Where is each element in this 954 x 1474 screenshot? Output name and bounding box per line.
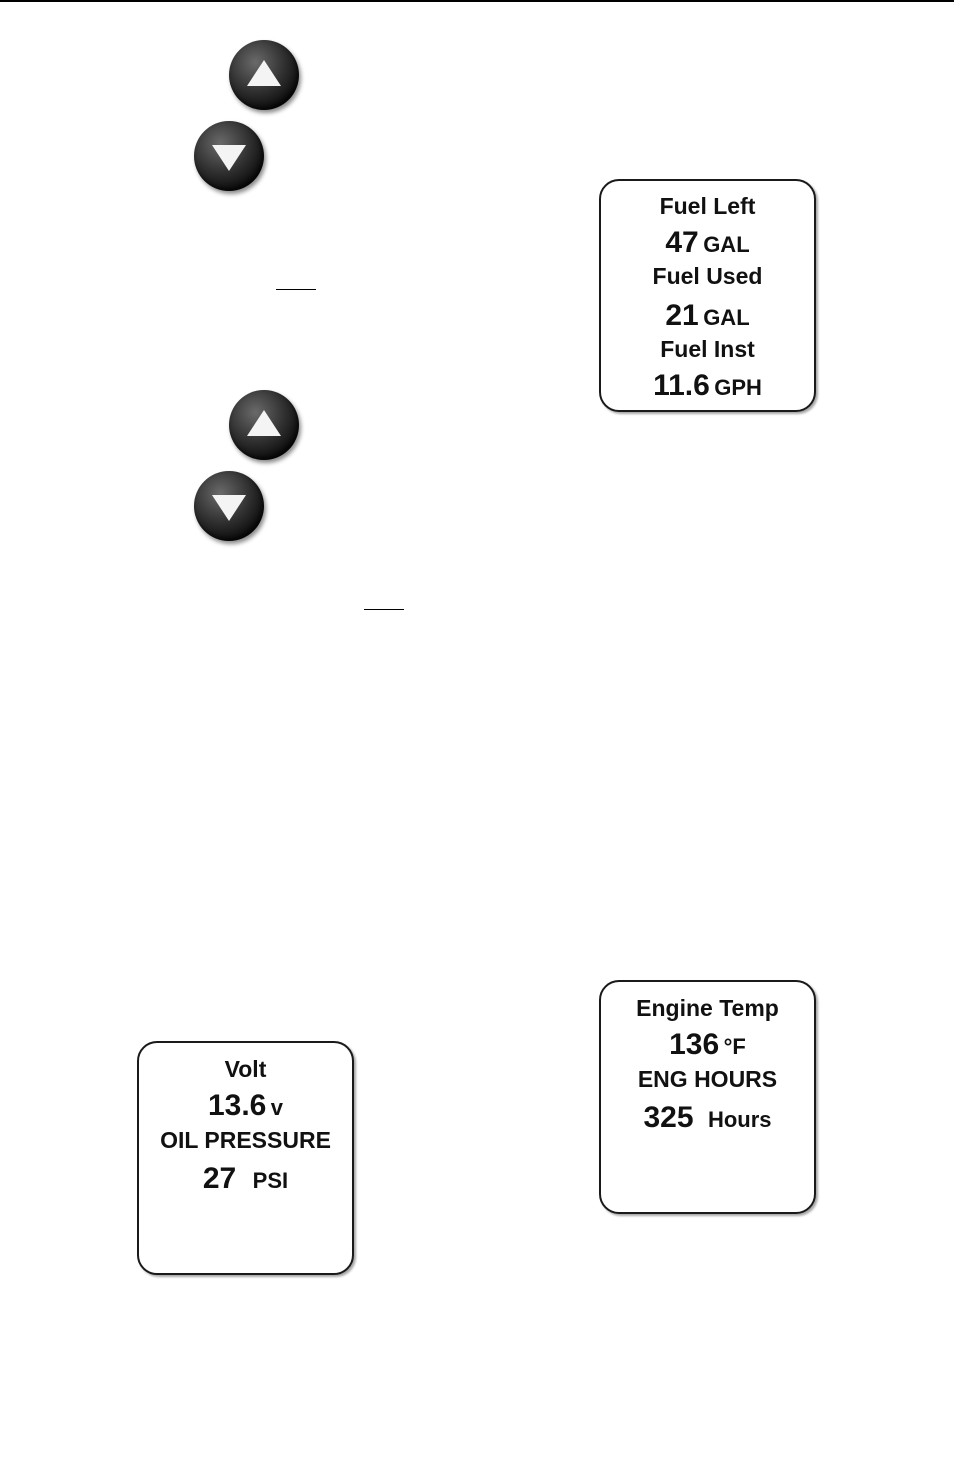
down-button-1[interactable] xyxy=(194,121,264,191)
volt-unit: v xyxy=(270,1095,284,1120)
fuel-inst-readout xyxy=(601,369,814,403)
fuel-inst-value: 11.6 xyxy=(653,369,710,402)
fuel-left-value: 47 xyxy=(665,226,699,259)
oil-pressure-value: 27 xyxy=(202,1162,237,1195)
up-button-2[interactable] xyxy=(229,390,299,460)
volt-display-panel xyxy=(137,1041,354,1275)
fuel-left-unit: GAL xyxy=(703,232,750,257)
oil-pressure-label: OIL PRESSURE xyxy=(160,1127,331,1153)
down-arrow-icon xyxy=(194,471,264,541)
eng-hours-value: 325 xyxy=(643,1101,694,1134)
oil-pressure-readout xyxy=(139,1162,352,1196)
up-arrow-icon xyxy=(229,390,299,460)
eng-hours-unit: Hours xyxy=(707,1107,772,1132)
underline-mark-1 xyxy=(276,289,316,290)
fuel-used-label: Fuel Used xyxy=(652,263,763,289)
fuel-inst-unit: GPH xyxy=(714,375,762,400)
volt-value: 13.6 xyxy=(207,1089,267,1122)
engine-temp-value: 136 xyxy=(669,1028,720,1061)
engine-temp-label: Engine Temp xyxy=(636,995,779,1021)
underline-mark-2 xyxy=(364,609,404,610)
engine-display-panel xyxy=(599,980,816,1214)
up-button-1[interactable] xyxy=(229,40,299,110)
fuel-used-unit: GAL xyxy=(703,305,750,330)
oil-pressure-unit: PSI xyxy=(252,1168,289,1193)
fuel-left-readout xyxy=(601,226,814,260)
engine-temp-readout xyxy=(601,1028,814,1062)
engine-temp-unit: °F xyxy=(723,1034,746,1059)
volt-label: Volt xyxy=(224,1056,267,1082)
volt-readout xyxy=(139,1089,352,1123)
fuel-display-panel xyxy=(599,179,816,412)
eng-hours-readout xyxy=(601,1101,814,1135)
eng-hours-label: ENG HOURS xyxy=(637,1066,778,1092)
up-arrow-icon xyxy=(229,40,299,110)
top-border-line xyxy=(0,0,954,2)
fuel-used-readout xyxy=(601,299,814,333)
fuel-inst-label: Fuel Inst xyxy=(660,336,755,362)
fuel-left-label: Fuel Left xyxy=(659,193,756,219)
down-button-2[interactable] xyxy=(194,471,264,541)
fuel-used-value: 21 xyxy=(665,299,699,332)
down-arrow-icon xyxy=(194,121,264,191)
